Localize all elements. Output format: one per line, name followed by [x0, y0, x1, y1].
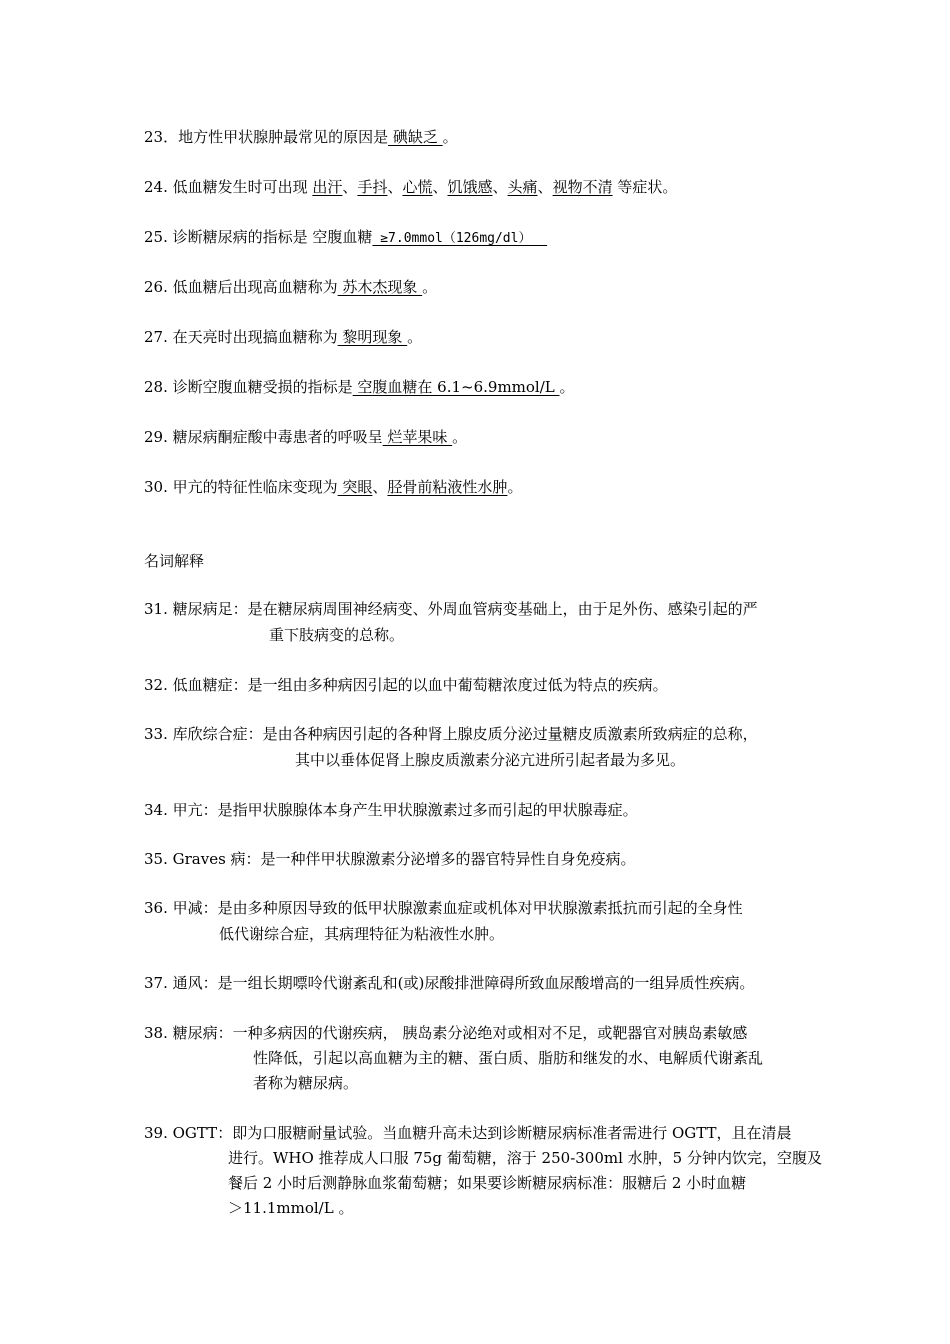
- answer-blank: 胫骨前粘液性水肿: [387, 478, 508, 496]
- item-text: 29. 糖尿病酮症酸中毒患者的呼吸呈: [144, 428, 383, 446]
- answer-blank: ≥7.0mmol（126mg/dl）: [372, 231, 548, 246]
- def-38-line-1: 38. 糖尿病：一种多病因的代谢疾病， 胰岛素分泌绝对或相对不足，或靶器官对胰岛素敏感: [144, 1024, 748, 1042]
- item-24: [144, 177, 677, 197]
- separator: 、: [537, 178, 553, 196]
- item-text: 。: [452, 428, 468, 446]
- item-27: [144, 327, 422, 347]
- answer-blank: 饥饿感: [447, 178, 493, 196]
- item-text: 27. 在天亮时出现搞血糖称为: [144, 328, 338, 346]
- answer-blank: 空腹血糖在 6.1~6.9mmol/L: [352, 378, 560, 396]
- def-38-line-3: 者称为糖尿病。: [253, 1074, 359, 1092]
- separator: 、: [492, 178, 508, 196]
- answer-blank: 黎明现象: [337, 328, 408, 346]
- item-28: [144, 377, 575, 397]
- item-text: 。: [407, 328, 423, 346]
- def-39-line-4: ＞11.1mmol/L 。: [228, 1199, 354, 1217]
- item-text: 28. 诊断空腹血糖受损的指标是: [144, 378, 353, 396]
- item-text: 23．地方性甲状腺肿最常见的原因是: [144, 128, 389, 146]
- item-text: 24. 低血糖发生时可出现: [144, 178, 313, 196]
- def-35-line-1: 35. Graves 病：是一种伴甲状腺激素分泌增多的器官特异性自身免疫病。: [144, 850, 636, 868]
- def-39-line-2: 进行。WHO 推荐成人口服 75g 葡萄糖，溶于 250-300ml 水肿，5 分钟内饮完，空腹及: [228, 1149, 822, 1167]
- def-33-line-1: 33. 库欣综合症：是由各种病因引起的各种肾上腺皮质分泌过量糖皮质激素所致病症的总称，: [144, 725, 758, 743]
- section-title: 名词解释: [144, 552, 205, 570]
- item-text: 。: [442, 128, 458, 146]
- answer-blank: 头痛: [507, 178, 538, 196]
- answer-blank: 突眼: [337, 478, 373, 496]
- item-23: [144, 127, 458, 147]
- answer-blank: 出汗: [312, 178, 343, 196]
- item-25: [144, 227, 547, 249]
- item-text: 等症状。: [612, 178, 678, 196]
- item-text: 26. 低血糖后出现高血糖称为: [144, 278, 338, 296]
- def-39-line-3: 餐后 2 小时后测静脉血浆葡萄糖；如果要诊断糖尿病标准：服糖后 2 小时血糖: [228, 1174, 747, 1192]
- def-38-line-2: 性降低，引起以高血糖为主的糖、蛋白质、脂肪和继发的水、电解质代谢紊乱: [253, 1049, 764, 1067]
- answer-blank: 心慌: [402, 178, 433, 196]
- def-32-line-1: 32. 低血糖症：是一组由多种病因引起的以血中葡萄糖浓度过低为特点的疾病。: [144, 676, 668, 694]
- item-text: 。: [559, 378, 575, 396]
- separator: 、: [432, 178, 448, 196]
- def-31-line-1: 31. 糖尿病足：是在糖尿病周围神经病变、外周血管病变基础上，由于足外伤、感染引起的严: [144, 600, 758, 618]
- separator: 、: [372, 478, 388, 496]
- def-37-line-1: 37. 通风：是一组长期嘌呤代谢紊乱和(或)尿酸排泄障碍所致血尿酸增高的一组异质性疾病。: [144, 974, 755, 992]
- item-text: 。: [422, 278, 438, 296]
- item-text: 25. 诊断糖尿病的指标是 空腹血糖: [144, 228, 373, 246]
- separator: 、: [387, 178, 403, 196]
- def-39-line-1: 39. OGTT：即为口服糖耐量试验。当血糖升高未达到诊断糖尿病标准者需进行 OGTT，且在清晨: [144, 1124, 792, 1142]
- answer-blank: 手抖: [357, 178, 388, 196]
- item-30: [144, 477, 522, 497]
- def-33-line-2: 其中以垂体促肾上腺皮质激素分泌亢进所引起者最为多见。: [295, 751, 686, 769]
- item-text: 30. 甲亢的特征性临床变现为: [144, 478, 338, 496]
- def-36-line-2: 低代谢综合症，其病理特征为粘液性水肿。: [219, 925, 505, 943]
- item-text: 。: [507, 478, 523, 496]
- answer-blank: 苏木杰现象: [337, 278, 423, 296]
- def-31-line-2: 重下肢病变的总称。: [269, 626, 405, 644]
- item-26: [144, 277, 437, 297]
- answer-blank: 碘缺乏: [388, 128, 443, 146]
- def-36-line-1: 36. 甲减：是由多种原因导致的低甲状腺激素血症或机体对甲状腺激素抵抗而引起的全身性: [144, 899, 743, 917]
- item-29: [144, 427, 467, 447]
- separator: 、: [342, 178, 358, 196]
- answer-blank: 烂苹果味: [382, 428, 453, 446]
- answer-blank: 视物不清: [552, 178, 613, 196]
- def-34-line-1: 34. 甲亢：是指甲状腺腺体本身产生甲状腺激素过多而引起的甲状腺毒症。: [144, 801, 638, 819]
